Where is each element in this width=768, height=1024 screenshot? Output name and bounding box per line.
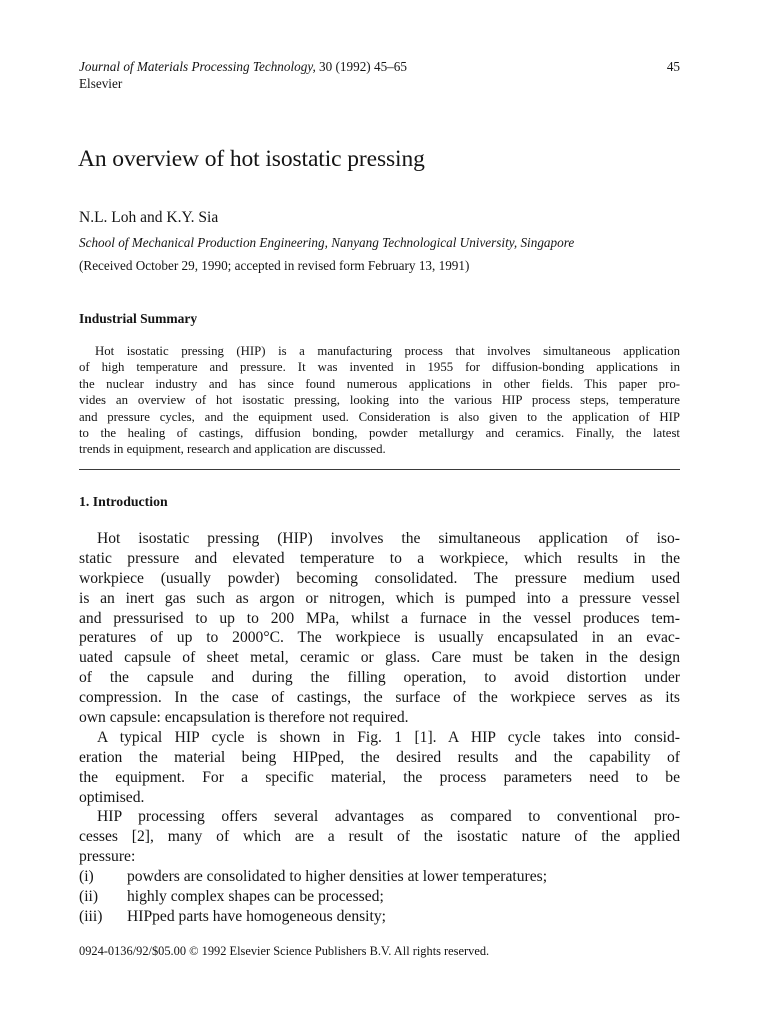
summary-line: Hot isostatic pressing (HIP) is a manufacturing process that involves simultaneous application — [95, 344, 680, 358]
summary-line: vides an overview of hot isostatic pressing, looking into the various HIP process steps, temperature — [79, 393, 680, 408]
publisher: Elsevier — [79, 76, 123, 91]
list-item-text: HIPped parts have homogeneous density; — [127, 907, 386, 925]
summary-line: to the healing of castings, diffusion bonding, powder metallurgy and ceramics. Finally, the latest — [79, 425, 680, 440]
summary-line: and pressure cycles, and the equipment used. Consideration is also given to the application of HIP — [79, 409, 680, 424]
body-line: HIP processing offers several advantages as compared to conventional pro- — [97, 808, 680, 826]
page-number: 45 — [666, 59, 680, 74]
section-divider — [79, 469, 680, 470]
body-line: cesses [2], many of which are a result of the isostatic nature of the applied — [79, 828, 680, 846]
list-item-text: powders are consolidated to higher densities at lower temperatures; — [127, 868, 548, 886]
body-line: the equipment. For a specific material, the process parameters need to be — [79, 768, 680, 786]
body-line: static pressure and elevated temperature to a workpiece, which results in the — [79, 549, 680, 567]
body-line: peratures of up to 2000°C. The workpiece is usually encapsulated in an evac- — [79, 629, 680, 647]
body-line: uated capsule of sheet metal, ceramic or glass. Care must be taken in the design — [79, 649, 680, 667]
authors: N.L. Loh and K.Y. Sia — [79, 209, 219, 226]
received-dates: (Received October 29, 1990; accepted in revised form February 13, 1991) — [79, 258, 470, 273]
list-item — [79, 907, 680, 927]
body-line: Hot isostatic pressing (HIP) involves the simultaneous application of iso- — [97, 530, 680, 547]
summary-heading: Industrial Summary — [79, 311, 198, 326]
list-item-number: (i) — [79, 868, 94, 886]
introduction-heading: 1. Introduction — [79, 494, 168, 509]
list-item — [79, 887, 680, 907]
summary-line: of high temperature and pressure. It was invented in 1955 for diffusion-bonding applications in — [79, 360, 680, 375]
copyright-footer: 0924-0136/92/$05.00 © 1992 Elsevier Science Publishers B.V. All rights reserved. — [79, 944, 490, 958]
list-item-text: highly complex shapes can be processed; — [127, 888, 384, 906]
body-line: optimised. — [79, 788, 145, 806]
journal-issue: 30 (1992) 45–65 — [315, 59, 407, 74]
list-item — [79, 867, 680, 887]
body-line: workpiece (usually powder) becoming consolidated. The pressure medium used — [79, 569, 680, 587]
industrial-summary — [79, 343, 680, 458]
list-item-number: (ii) — [79, 888, 99, 906]
introduction-body — [79, 529, 680, 927]
affiliation: School of Mechanical Production Engineering, Nanyang Technological University, Singapore — [79, 235, 575, 250]
list-item-number: (iii) — [79, 907, 103, 925]
summary-line: trends in equipment, research and application are discussed. — [79, 442, 386, 457]
paper-title: An overview of hot isostatic pressing — [78, 146, 425, 172]
body-line: compression. In the case of castings, the surface of the workpiece serves as its — [79, 689, 680, 707]
journal-header — [79, 58, 407, 92]
body-line: eration the material being HIPped, the desired results and the capability of — [79, 748, 680, 766]
summary-line: the nuclear industry and has since found numerous applications in other fields. This paper pro- — [79, 376, 680, 391]
body-line: is an inert gas such as argon or nitrogen, which is pumped into a pressure vessel — [79, 589, 680, 607]
body-line: pressure: — [79, 848, 136, 866]
journal-name: Journal of Materials Processing Technology, — [79, 59, 316, 74]
body-line: and pressurised to up to 200 MPa, whilst a furnace in the vessel produces tem- — [79, 609, 680, 627]
body-line: of the capsule and during the filling operation, to avoid distortion under — [79, 669, 680, 687]
body-line: A typical HIP cycle is shown in Fig. 1 [1]. A HIP cycle takes into consid- — [97, 728, 680, 746]
body-line: own capsule: encapsulation is therefore not required. — [79, 709, 409, 727]
